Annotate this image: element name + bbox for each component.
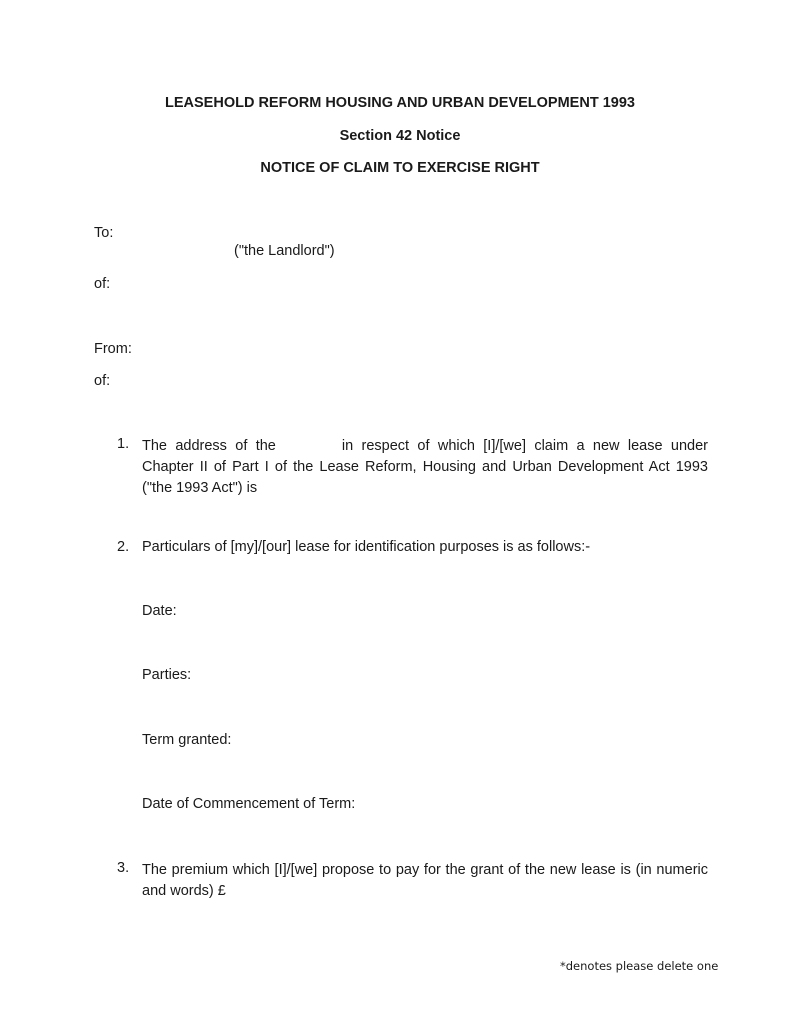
landlord-address-label: of: <box>94 276 111 292</box>
item-1-text <box>142 436 708 499</box>
section-title: Section 42 Notice <box>339 128 461 144</box>
item-1-text-start: The address of the <box>142 438 276 454</box>
act-title: LEASEHOLD REFORM HOUSING AND URBAN DEVELOPMENT 1993 <box>165 95 635 111</box>
from-label: From: <box>94 341 132 357</box>
to-label: To: <box>94 225 114 241</box>
item-1-text-rest: in respect of which [I]/[we] claim a new lease under Chapter II of Part I of the Lease Reform, Housing and Urban Development Act 1993 ("the 1993 Act") is <box>142 438 708 496</box>
field-parties-label: Parties: <box>142 667 192 683</box>
footer-note: *denotes please delete one <box>560 959 719 973</box>
field-date-label: Date: <box>142 603 177 619</box>
field-term-label: Term granted: <box>142 732 232 748</box>
item-3-number: 3. <box>117 860 130 876</box>
field-commencement-label: Date of Commencement of Term: <box>142 796 356 812</box>
item-2-number: 2. <box>117 539 130 555</box>
item-2-text: Particulars of [my]/[our] lease for identification purposes is as follows:- <box>142 539 591 555</box>
item-1-number: 1. <box>117 436 130 452</box>
landlord-label: ("the Landlord") <box>234 243 335 259</box>
notice-title: NOTICE OF CLAIM TO EXERCISE RIGHT <box>260 160 540 176</box>
item-3-text: The premium which [I]/[we] propose to pay for the grant of the new lease is (in numeric and words) £ <box>142 862 708 899</box>
tenant-address-label: of: <box>94 373 111 389</box>
